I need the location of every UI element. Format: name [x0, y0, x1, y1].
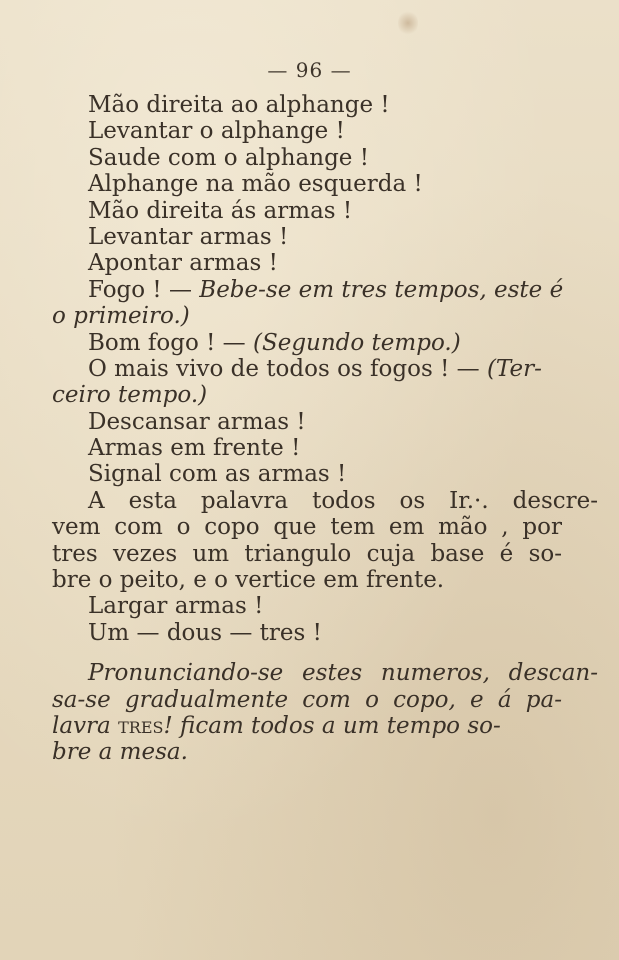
italic-text: lavra — [52, 712, 111, 739]
paragraph-line — [52, 488, 598, 514]
command-text: Bom fogo ! — — [88, 329, 246, 356]
paragraph-text: A esta palavra todos os Ir.·. descre- — [88, 487, 598, 514]
text-line-fogo — [52, 277, 562, 303]
italic-paragraph-line — [52, 713, 562, 739]
paper-stain — [398, 10, 418, 36]
text-line: Saude com o alphange ! — [88, 144, 369, 171]
spacer — [52, 646, 562, 660]
text-line: Levantar o alphange ! — [88, 118, 345, 145]
text-line: Mão direita ao alphange ! — [88, 92, 390, 118]
command-text: O mais vivo de todos os fogos ! — — [88, 355, 480, 382]
text-line: Um — dous — tres ! — [88, 619, 322, 646]
italic-text: Pronunciando-se estes numeros, descan- — [88, 660, 598, 687]
paragraph-line: bre o peito, e o vertice em frente. — [52, 567, 445, 594]
text-line — [52, 382, 562, 408]
page-text — [52, 92, 598, 766]
command-text: Fogo ! — — [88, 276, 192, 303]
text-line: Largar armas ! — [88, 593, 264, 620]
text-line: Apontar armas ! — [88, 250, 278, 277]
paragraph-text: vem com o copo que tem em mão , por — [52, 514, 562, 541]
text-line-mais-vivo — [52, 356, 562, 382]
italic-note: ceiro tempo.) — [52, 382, 208, 409]
italic-text: ! ficam todos a um tempo so- — [163, 712, 501, 739]
italic-text: sa-se gradualmente com o copo, e á pa- — [52, 686, 562, 713]
text-line-bom-fogo — [52, 330, 562, 356]
italic-paragraph-line — [52, 739, 562, 765]
small-caps-word: tres — [118, 712, 164, 739]
italic-note: (Ter- — [486, 355, 542, 382]
text-line: Alphange na mão esquerda ! — [88, 171, 423, 198]
italic-paragraph-line — [52, 687, 562, 713]
text-line: Descansar armas ! — [88, 408, 306, 435]
text-line — [52, 303, 562, 329]
text-line: Signal com as armas ! — [88, 461, 347, 488]
text-line: Mão direita ás armas ! — [88, 197, 353, 224]
paragraph-line — [52, 541, 562, 567]
italic-note: (Segundo tempo.) — [252, 329, 461, 356]
italic-paragraph-line — [52, 660, 598, 686]
italic-note: Bebe-se em tres tempos, este é — [199, 276, 564, 303]
italic-text: bre a mesa. — [52, 739, 188, 766]
paragraph-line — [52, 514, 562, 540]
paragraph-text: tres vezes um triangulo cuja base é so- — [52, 540, 562, 567]
page-number: — 96 — — [267, 58, 352, 82]
italic-note: o primeiro.) — [52, 303, 190, 330]
text-line: Armas em frente ! — [88, 435, 301, 462]
text-line: Levantar armas ! — [88, 223, 289, 250]
